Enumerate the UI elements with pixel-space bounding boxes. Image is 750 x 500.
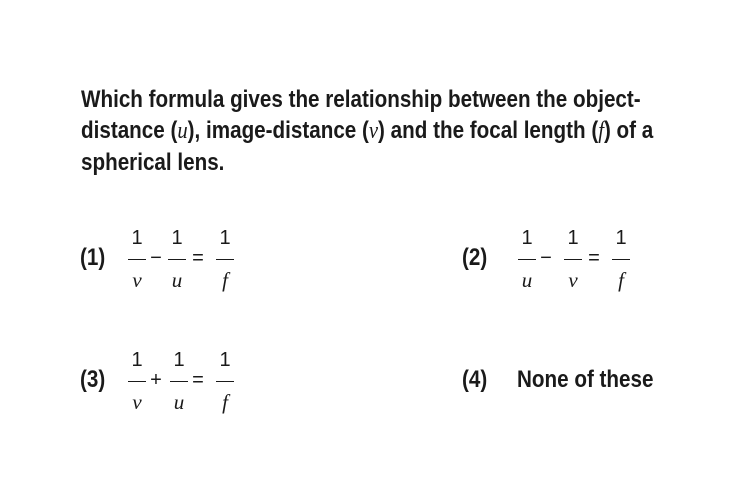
fraction: 1 v (126, 348, 148, 428)
question-line-1: Which formula gives the relationship between the object- (81, 86, 641, 113)
option-1-formula (126, 226, 246, 306)
equals-operator: = (192, 247, 204, 269)
option-3-formula (126, 348, 246, 428)
fraction: 1 u (166, 226, 188, 306)
question-line-3: spherical lens. (81, 149, 225, 176)
fraction: 1 f (610, 226, 632, 306)
equals-operator: = (588, 247, 600, 269)
equals-operator: = (192, 369, 204, 391)
plus-operator: + (150, 369, 162, 391)
option-4-text: None of these (517, 366, 654, 393)
fraction: 1 u (516, 226, 538, 306)
question-line-2: distance (u), image-distance (v) and the focal length (f) of a (81, 117, 654, 144)
fraction: 1 v (126, 226, 148, 306)
minus-operator: − (150, 247, 162, 269)
fraction: 1 v (562, 226, 584, 306)
minus-operator: − (540, 247, 552, 269)
var-f: f (598, 118, 604, 144)
fraction: 1 f (214, 348, 236, 428)
option-2-label: (2) (462, 244, 488, 271)
option-3-label: (3) (80, 366, 106, 393)
option-2-formula (516, 226, 636, 306)
fraction: 1 u (168, 348, 190, 428)
var-v: v (368, 118, 379, 144)
var-u: u (177, 118, 188, 144)
question-text (81, 84, 654, 178)
option-4-label: (4) (462, 366, 488, 393)
option-1-label: (1) (80, 244, 106, 271)
fraction: 1 f (214, 226, 236, 306)
